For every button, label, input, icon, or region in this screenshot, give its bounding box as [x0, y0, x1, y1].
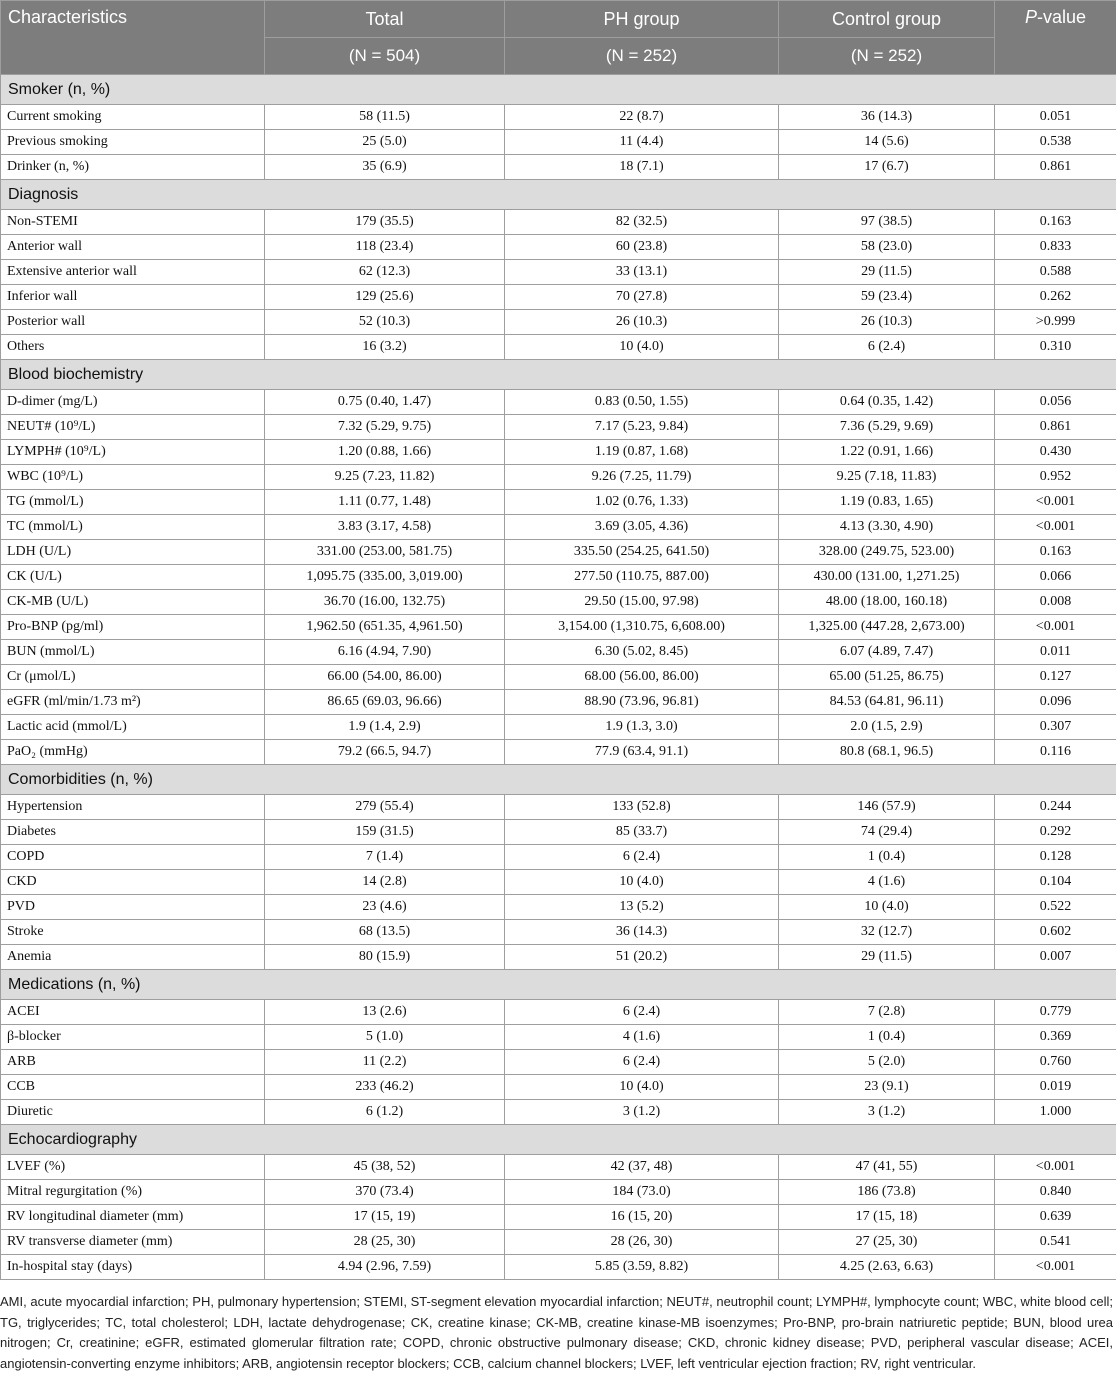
control-group-value: 47 (41, 55)	[779, 1155, 995, 1180]
ph-group-value: 10 (4.0)	[505, 1075, 779, 1100]
p-value: 0.310	[995, 335, 1116, 360]
p-value: 0.522	[995, 895, 1116, 920]
ph-group-value: 88.90 (73.96, 96.81)	[505, 690, 779, 715]
row-label: In-hospital stay (days)	[1, 1255, 265, 1280]
ph-group-value: 7.17 (5.23, 9.84)	[505, 415, 779, 440]
total-value: 35 (6.9)	[265, 155, 505, 180]
p-value: 0.056	[995, 390, 1116, 415]
p-value: <0.001	[995, 490, 1116, 515]
total-value: 17 (15, 19)	[265, 1205, 505, 1230]
ph-group-value: 6.30 (5.02, 8.45)	[505, 640, 779, 665]
total-value: 36.70 (16.00, 132.75)	[265, 590, 505, 615]
row-label: Mitral regurgitation (%)	[1, 1180, 265, 1205]
p-value: 0.369	[995, 1025, 1116, 1050]
row-label: ACEI	[1, 1000, 265, 1025]
table-footnote: AMI, acute myocardial infarction; PH, pulmonary hypertension; STEMI, ST-segment elevation myocardial infarction; NEUT#, neutrophil count; LYMPH#, lymphocyte count; WBC, white blood cell; TG, triglycerides; TC, total cholesterol; LDH, lactate dehydrogenase; CK, creatine kinase; CK-MB, creatine kinase-MB isoenzymes; Pro-BNP, pro-brain natriuretic peptide; BUN, blood urea nitrogen; Cr, creatinine; eGFR, estimated glomerular filtration rate; COPD, chronic obstructive pulmonary disease; CKD, chronic kidney disease; PVD, peripheral vascular disease; ACEI, angiotensin-converting enzyme inhibitors; ARB, angiotensin receptor blockers; CCB, calcium channel blockers; LVEF, left ventricular ejection fraction; RV, right ventricular.	[0, 1294, 1113, 1371]
table-row	[1, 1050, 1116, 1075]
ph-group-value: 82 (32.5)	[505, 210, 779, 235]
row-label: ARB	[1, 1050, 265, 1075]
ph-group-value: 3 (1.2)	[505, 1100, 779, 1125]
control-group-value: 10 (4.0)	[779, 895, 995, 920]
total-value: 370 (73.4)	[265, 1180, 505, 1205]
row-label: Inferior wall	[1, 285, 265, 310]
control-group-value: 3 (1.2)	[779, 1100, 995, 1125]
table-row	[1, 615, 1116, 640]
table-row	[1, 665, 1116, 690]
p-value: 0.163	[995, 210, 1116, 235]
p-value: 0.952	[995, 465, 1116, 490]
table-row	[1, 565, 1116, 590]
control-group-value: 29 (11.5)	[779, 260, 995, 285]
total-value: 7.32 (5.29, 9.75)	[265, 415, 505, 440]
row-label: Previous smoking	[1, 130, 265, 155]
table-row	[1, 465, 1116, 490]
section-header-row	[1, 360, 1116, 390]
section-header-row	[1, 765, 1116, 795]
p-value: 0.128	[995, 845, 1116, 870]
table-row	[1, 1075, 1116, 1100]
total-value: 6 (1.2)	[265, 1100, 505, 1125]
row-label: CCB	[1, 1075, 265, 1100]
total-value: 159 (31.5)	[265, 820, 505, 845]
total-value: 58 (11.5)	[265, 105, 505, 130]
p-value: 0.262	[995, 285, 1116, 310]
p-value: 0.840	[995, 1180, 1116, 1205]
ph-group-value: 3,154.00 (1,310.75, 6,608.00)	[505, 615, 779, 640]
header-total-n: (N = 504)	[265, 38, 505, 75]
control-group-value: 80.8 (68.1, 96.5)	[779, 740, 995, 765]
control-group-value: 17 (6.7)	[779, 155, 995, 180]
control-group-value: 7 (2.8)	[779, 1000, 995, 1025]
table-row	[1, 895, 1116, 920]
table-row	[1, 640, 1116, 665]
ph-group-value: 1.9 (1.3, 3.0)	[505, 715, 779, 740]
ph-group-value: 3.69 (3.05, 4.36)	[505, 515, 779, 540]
row-label: CK-MB (U/L)	[1, 590, 265, 615]
header-characteristics: Characteristics	[1, 1, 265, 75]
row-label: Stroke	[1, 920, 265, 945]
table-row	[1, 740, 1116, 765]
ph-group-value: 10 (4.0)	[505, 870, 779, 895]
p-value: 0.430	[995, 440, 1116, 465]
control-group-value: 328.00 (249.75, 523.00)	[779, 540, 995, 565]
ph-group-value: 70 (27.8)	[505, 285, 779, 310]
total-value: 79.2 (66.5, 94.7)	[265, 740, 505, 765]
p-value: <0.001	[995, 1255, 1116, 1280]
p-value: 0.007	[995, 945, 1116, 970]
total-value: 129 (25.6)	[265, 285, 505, 310]
section-title: Echocardiography	[1, 1125, 1116, 1155]
table-row	[1, 490, 1116, 515]
p-value: <0.001	[995, 1155, 1116, 1180]
p-value: 0.051	[995, 105, 1116, 130]
p-value: 0.307	[995, 715, 1116, 740]
ph-group-value: 184 (73.0)	[505, 1180, 779, 1205]
ph-group-value: 13 (5.2)	[505, 895, 779, 920]
control-group-value: 32 (12.7)	[779, 920, 995, 945]
control-group-value: 29 (11.5)	[779, 945, 995, 970]
ph-group-value: 5.85 (3.59, 8.82)	[505, 1255, 779, 1280]
table-row	[1, 1180, 1116, 1205]
header-p-value	[995, 1, 1116, 75]
p-value: 0.639	[995, 1205, 1116, 1230]
row-label: Non-STEMI	[1, 210, 265, 235]
table-row	[1, 1255, 1116, 1280]
row-label: Drinker (n, %)	[1, 155, 265, 180]
control-group-value: 1,325.00 (447.28, 2,673.00)	[779, 615, 995, 640]
section-title: Smoker (n, %)	[1, 75, 1116, 105]
table-row	[1, 1000, 1116, 1025]
row-label: Diabetes	[1, 820, 265, 845]
control-group-value: 17 (15, 18)	[779, 1205, 995, 1230]
table-row	[1, 285, 1116, 310]
p-value: 1.000	[995, 1100, 1116, 1125]
row-label: WBC (10⁹/L)	[1, 465, 265, 490]
ph-group-value: 36 (14.3)	[505, 920, 779, 945]
p-value: 0.833	[995, 235, 1116, 260]
p-value: 0.163	[995, 540, 1116, 565]
total-value: 0.75 (0.40, 1.47)	[265, 390, 505, 415]
control-group-value: 1 (0.4)	[779, 1025, 995, 1050]
total-value: 45 (38, 52)	[265, 1155, 505, 1180]
section-title: Diagnosis	[1, 180, 1116, 210]
row-label: PaO₂ (mmHg)	[1, 740, 265, 765]
table-row	[1, 845, 1116, 870]
total-value: 179 (35.5)	[265, 210, 505, 235]
ph-group-value: 18 (7.1)	[505, 155, 779, 180]
section-header-row	[1, 180, 1116, 210]
control-group-value: 4.25 (2.63, 6.63)	[779, 1255, 995, 1280]
ph-group-value: 51 (20.2)	[505, 945, 779, 970]
table-row	[1, 235, 1116, 260]
total-value: 331.00 (253.00, 581.75)	[265, 540, 505, 565]
ph-group-value: 1.19 (0.87, 1.68)	[505, 440, 779, 465]
table-row	[1, 920, 1116, 945]
p-value: 0.861	[995, 155, 1116, 180]
total-value: 25 (5.0)	[265, 130, 505, 155]
control-group-value: 4 (1.6)	[779, 870, 995, 895]
row-label: Pro-BNP (pg/ml)	[1, 615, 265, 640]
p-value: 0.116	[995, 740, 1116, 765]
row-label: Posterior wall	[1, 310, 265, 335]
total-value: 28 (25, 30)	[265, 1230, 505, 1255]
control-group-value: 14 (5.6)	[779, 130, 995, 155]
ph-group-value: 6 (2.4)	[505, 1000, 779, 1025]
row-label: Anterior wall	[1, 235, 265, 260]
row-label: NEUT# (10⁹/L)	[1, 415, 265, 440]
p-value: <0.001	[995, 615, 1116, 640]
total-value: 52 (10.3)	[265, 310, 505, 335]
table-row	[1, 210, 1116, 235]
row-label: RV transverse diameter (mm)	[1, 1230, 265, 1255]
p-value: 0.066	[995, 565, 1116, 590]
ph-group-value: 68.00 (56.00, 86.00)	[505, 665, 779, 690]
control-group-value: 9.25 (7.18, 11.83)	[779, 465, 995, 490]
row-label: Hypertension	[1, 795, 265, 820]
table-row	[1, 310, 1116, 335]
p-value: 0.008	[995, 590, 1116, 615]
ph-group-value: 1.02 (0.76, 1.33)	[505, 490, 779, 515]
table-row	[1, 1025, 1116, 1050]
p-value: 0.292	[995, 820, 1116, 845]
total-value: 118 (23.4)	[265, 235, 505, 260]
p-value: 0.602	[995, 920, 1116, 945]
ph-group-value: 28 (26, 30)	[505, 1230, 779, 1255]
control-group-value: 36 (14.3)	[779, 105, 995, 130]
row-label: RV longitudinal diameter (mm)	[1, 1205, 265, 1230]
table-row	[1, 440, 1116, 465]
p-value: 0.760	[995, 1050, 1116, 1075]
p-value: <0.001	[995, 515, 1116, 540]
table-row	[1, 415, 1116, 440]
p-value: 0.011	[995, 640, 1116, 665]
header-control-group: Control group	[779, 1, 995, 38]
control-group-value: 58 (23.0)	[779, 235, 995, 260]
ph-group-value: 26 (10.3)	[505, 310, 779, 335]
ph-group-value: 85 (33.7)	[505, 820, 779, 845]
header-p-rest: -value	[1036, 7, 1087, 27]
p-value: 0.019	[995, 1075, 1116, 1100]
section-header-row	[1, 75, 1116, 105]
control-group-value: 27 (25, 30)	[779, 1230, 995, 1255]
control-group-value: 6 (2.4)	[779, 335, 995, 360]
ph-group-value: 42 (37, 48)	[505, 1155, 779, 1180]
section-header-row	[1, 1125, 1116, 1155]
p-value: 0.244	[995, 795, 1116, 820]
total-value: 1.20 (0.88, 1.66)	[265, 440, 505, 465]
row-label: LYMPH# (10⁹/L)	[1, 440, 265, 465]
ph-group-value: 16 (15, 20)	[505, 1205, 779, 1230]
control-group-value: 65.00 (51.25, 86.75)	[779, 665, 995, 690]
row-label: Current smoking	[1, 105, 265, 130]
row-label: Anemia	[1, 945, 265, 970]
total-value: 1,962.50 (651.35, 4,961.50)	[265, 615, 505, 640]
table-row	[1, 390, 1116, 415]
p-value: >0.999	[995, 310, 1116, 335]
total-value: 16 (3.2)	[265, 335, 505, 360]
control-group-value: 23 (9.1)	[779, 1075, 995, 1100]
table-row	[1, 155, 1116, 180]
table-row	[1, 1155, 1116, 1180]
row-label: β-blocker	[1, 1025, 265, 1050]
ph-group-value: 9.26 (7.25, 11.79)	[505, 465, 779, 490]
control-group-value: 6.07 (4.89, 7.47)	[779, 640, 995, 665]
table-row	[1, 945, 1116, 970]
control-group-value: 5 (2.0)	[779, 1050, 995, 1075]
control-group-value: 0.64 (0.35, 1.42)	[779, 390, 995, 415]
row-label: CKD	[1, 870, 265, 895]
control-group-value: 26 (10.3)	[779, 310, 995, 335]
ph-group-value: 10 (4.0)	[505, 335, 779, 360]
p-value: 0.779	[995, 1000, 1116, 1025]
ph-group-value: 277.50 (110.75, 887.00)	[505, 565, 779, 590]
control-group-value: 2.0 (1.5, 2.9)	[779, 715, 995, 740]
total-value: 233 (46.2)	[265, 1075, 505, 1100]
row-label: LVEF (%)	[1, 1155, 265, 1180]
ph-group-value: 11 (4.4)	[505, 130, 779, 155]
table-row	[1, 515, 1116, 540]
table-row	[1, 795, 1116, 820]
control-group-value: 7.36 (5.29, 9.69)	[779, 415, 995, 440]
control-group-value: 186 (73.8)	[779, 1180, 995, 1205]
total-value: 13 (2.6)	[265, 1000, 505, 1025]
header-ph-group: PH group	[505, 1, 779, 38]
total-value: 14 (2.8)	[265, 870, 505, 895]
table-row	[1, 130, 1116, 155]
p-value: 0.104	[995, 870, 1116, 895]
control-group-value: 430.00 (131.00, 1,271.25)	[779, 565, 995, 590]
total-value: 62 (12.3)	[265, 260, 505, 285]
table-header	[1, 1, 1116, 75]
table-row	[1, 690, 1116, 715]
control-group-value: 97 (38.5)	[779, 210, 995, 235]
table-row	[1, 335, 1116, 360]
control-group-value: 4.13 (3.30, 4.90)	[779, 515, 995, 540]
total-value: 68 (13.5)	[265, 920, 505, 945]
total-value: 3.83 (3.17, 4.58)	[265, 515, 505, 540]
ph-group-value: 6 (2.4)	[505, 1050, 779, 1075]
control-group-value: 146 (57.9)	[779, 795, 995, 820]
row-label: COPD	[1, 845, 265, 870]
total-value: 5 (1.0)	[265, 1025, 505, 1050]
row-label: TG (mmol/L)	[1, 490, 265, 515]
table-body	[1, 75, 1116, 1280]
p-value: 0.096	[995, 690, 1116, 715]
ph-group-value: 60 (23.8)	[505, 235, 779, 260]
table-row	[1, 540, 1116, 565]
row-label: LDH (U/L)	[1, 540, 265, 565]
table-row	[1, 105, 1116, 130]
control-group-value: 59 (23.4)	[779, 285, 995, 310]
p-value: 0.127	[995, 665, 1116, 690]
header-control-n: (N = 252)	[779, 38, 995, 75]
row-label: TC (mmol/L)	[1, 515, 265, 540]
section-title: Medications (n, %)	[1, 970, 1116, 1000]
table-row	[1, 870, 1116, 895]
table-row	[1, 590, 1116, 615]
control-group-value: 1.22 (0.91, 1.66)	[779, 440, 995, 465]
row-label: Extensive anterior wall	[1, 260, 265, 285]
control-group-value: 1 (0.4)	[779, 845, 995, 870]
total-value: 9.25 (7.23, 11.82)	[265, 465, 505, 490]
section-title: Blood biochemistry	[1, 360, 1116, 390]
table-row	[1, 1205, 1116, 1230]
row-label: BUN (mmol/L)	[1, 640, 265, 665]
row-label: Lactic acid (mmol/L)	[1, 715, 265, 740]
p-value: 0.538	[995, 130, 1116, 155]
table-row	[1, 715, 1116, 740]
header-ph-n: (N = 252)	[505, 38, 779, 75]
row-label: D-dimer (mg/L)	[1, 390, 265, 415]
ph-group-value: 29.50 (15.00, 97.98)	[505, 590, 779, 615]
ph-group-value: 335.50 (254.25, 641.50)	[505, 540, 779, 565]
total-value: 1,095.75 (335.00, 3,019.00)	[265, 565, 505, 590]
total-value: 1.9 (1.4, 2.9)	[265, 715, 505, 740]
total-value: 4.94 (2.96, 7.59)	[265, 1255, 505, 1280]
header-total: Total	[265, 1, 505, 38]
total-value: 1.11 (0.77, 1.48)	[265, 490, 505, 515]
control-group-value: 84.53 (64.81, 96.11)	[779, 690, 995, 715]
row-label: Diuretic	[1, 1100, 265, 1125]
control-group-value: 1.19 (0.83, 1.65)	[779, 490, 995, 515]
p-value: 0.541	[995, 1230, 1116, 1255]
ph-group-value: 77.9 (63.4, 91.1)	[505, 740, 779, 765]
control-group-value: 74 (29.4)	[779, 820, 995, 845]
row-label: Cr (μmol/L)	[1, 665, 265, 690]
row-label: Others	[1, 335, 265, 360]
total-value: 279 (55.4)	[265, 795, 505, 820]
p-value: 0.861	[995, 415, 1116, 440]
total-value: 86.65 (69.03, 96.66)	[265, 690, 505, 715]
section-header-row	[1, 970, 1116, 1000]
section-title: Comorbidities (n, %)	[1, 765, 1116, 795]
total-value: 6.16 (4.94, 7.90)	[265, 640, 505, 665]
row-label: eGFR (ml/min/1.73 m²)	[1, 690, 265, 715]
row-label: CK (U/L)	[1, 565, 265, 590]
table-row	[1, 1100, 1116, 1125]
control-group-value: 48.00 (18.00, 160.18)	[779, 590, 995, 615]
p-value: 0.588	[995, 260, 1116, 285]
table-row	[1, 260, 1116, 285]
total-value: 80 (15.9)	[265, 945, 505, 970]
ph-group-value: 0.83 (0.50, 1.55)	[505, 390, 779, 415]
table-row	[1, 820, 1116, 845]
table-row	[1, 1230, 1116, 1255]
ph-group-value: 33 (13.1)	[505, 260, 779, 285]
ph-group-value: 4 (1.6)	[505, 1025, 779, 1050]
total-value: 11 (2.2)	[265, 1050, 505, 1075]
total-value: 7 (1.4)	[265, 845, 505, 870]
total-value: 23 (4.6)	[265, 895, 505, 920]
ph-group-value: 22 (8.7)	[505, 105, 779, 130]
ph-group-value: 133 (52.8)	[505, 795, 779, 820]
ph-group-value: 6 (2.4)	[505, 845, 779, 870]
total-value: 66.00 (54.00, 86.00)	[265, 665, 505, 690]
header-p-italic: P	[1024, 7, 1037, 27]
row-label: PVD	[1, 895, 265, 920]
